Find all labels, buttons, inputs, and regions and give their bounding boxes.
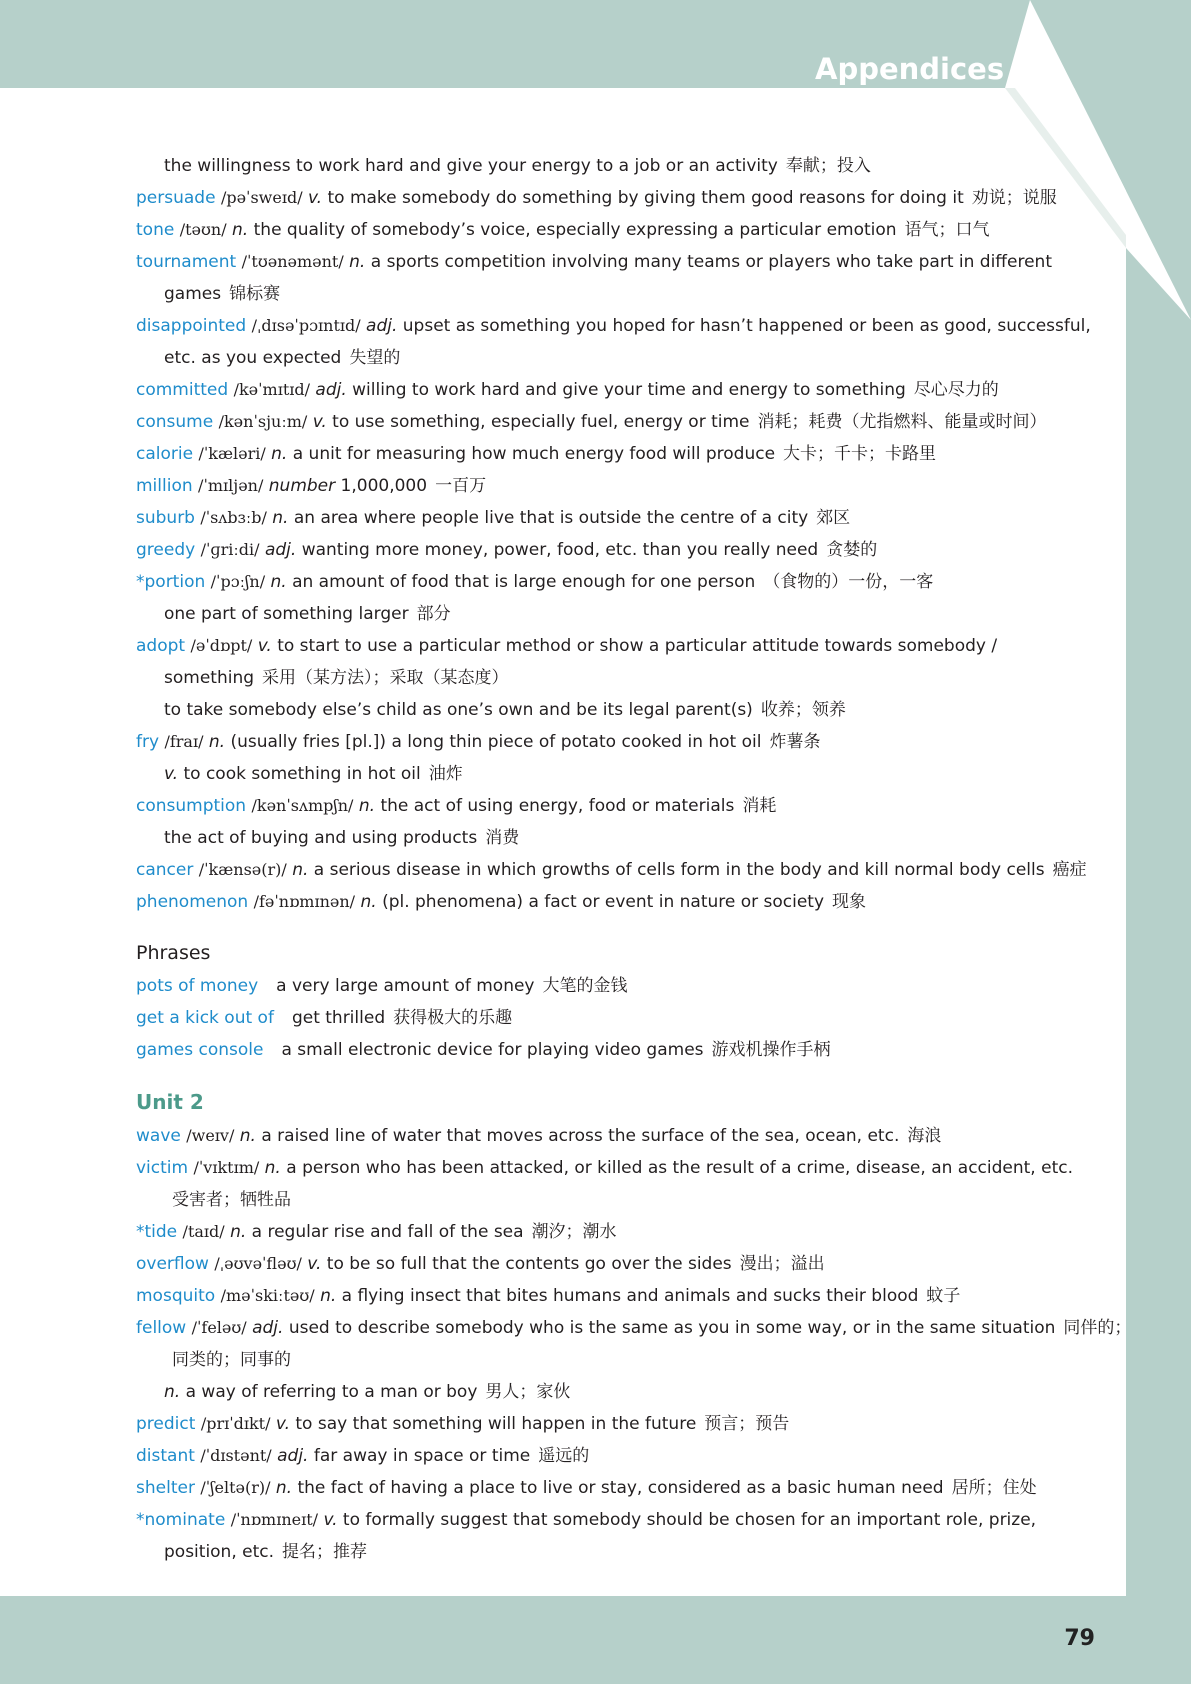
chinese-translation: 消耗 [742,796,777,816]
chinese-translation: 语气；口气 [904,220,990,240]
vocab-entry [136,214,1096,246]
definition: a way of referring to a man or boy [185,1382,478,1402]
part-of-speech: n. [320,1286,337,1306]
chinese-translation: 失望的 [349,348,401,368]
definition: position, etc. [164,1542,275,1562]
part-of-speech: v. [307,1254,322,1274]
chinese-translation: 预言；预告 [704,1414,790,1434]
definition: to formally suggest that somebody should be chosen for an important role, prize, [342,1510,1037,1530]
chinese-translation: 贪婪的 [826,540,878,560]
phonetic: /ˈdɪstənt/ [200,1446,272,1465]
part-of-speech: n. [164,1382,181,1402]
phonetic: /taɪd/ [182,1222,225,1241]
chinese-translation: 油炸 [428,764,463,784]
vocab-entry-continuation [136,150,1096,182]
part-of-speech: n. [270,572,287,592]
headword: persuade [136,188,216,208]
spacer [136,918,1096,936]
headword: million [136,476,193,496]
phrase-term: get a kick out of [136,1008,274,1028]
phonetic: /ˈkænsə(r)/ [198,860,287,879]
chinese-translation: 大笔的金钱 [542,976,628,996]
phrases-list [136,970,1096,1066]
definition: the willingness to work hard and give your energy to a job or an activity [164,156,778,176]
definition: games [164,284,222,304]
phonetic: /ˈkæləri/ [198,444,266,463]
chinese-translation: 劝说；说服 [971,188,1057,208]
headword: calorie [136,444,194,464]
vocab-entry-continuation [136,1376,1096,1408]
phonetic: /ˈvɪktɪm/ [193,1158,260,1177]
definition: a sports competition involving many teams or players who take part in different [370,252,1052,272]
headword: tournament [136,252,237,272]
chinese-translation: 海浪 [907,1126,942,1146]
headword: *tide [136,1222,178,1242]
vocab-entry [136,630,1096,662]
part-of-speech: n. [360,892,377,912]
phonetic: /ˈnɒmɪneɪt/ [230,1510,319,1529]
definition: (usually fries [pl.]) a long thin piece of potato cooked in hot oil [230,732,762,752]
phonetic: /ˈpɔːʃn/ [210,572,266,591]
part-of-speech: n. [275,1478,293,1498]
chinese-translation: 消耗；耗费（尤指燃料、能量或时间） [757,412,1047,432]
definition: etc. as you expected [164,348,342,368]
vocab-entry [136,310,1096,342]
vocab-entry-continuation [136,662,1096,694]
vocab-entry [136,534,1096,566]
phonetic: /ˌdɪsəˈpɔɪntɪd/ [251,316,361,335]
vocab-entry [136,1312,1132,1344]
vocab-entry [136,726,1096,758]
part-of-speech: adj. [252,1318,284,1338]
vocab-entry [136,374,1096,406]
part-of-speech: v. [164,764,179,784]
phonetic: /ˈfeləʊ/ [191,1318,247,1337]
headword: committed [136,380,229,400]
chinese-translation: 漫出；溢出 [739,1254,825,1274]
headword: wave [136,1126,181,1146]
vocab-entry [136,1472,1096,1504]
definition: the fact of having a place to live or stay, considered as a basic human need [297,1478,944,1498]
headword: victim [136,1158,189,1178]
phonetic: /təʊn/ [179,220,227,239]
chinese-translation: 同伴的； [1063,1318,1132,1338]
vocab-entry-continuation [136,598,1096,630]
part-of-speech: n. [264,1158,281,1178]
phonetic: /kənˈsʌmpʃn/ [251,796,354,815]
vocab-entry [136,1280,1096,1312]
part-of-speech: number [268,476,336,496]
definition: the act of using energy, food or materials [380,796,735,816]
part-of-speech: n. [271,444,288,464]
vocab-entry [136,1504,1096,1536]
part-of-speech: v. [307,188,323,208]
vocab-entry [136,1248,1096,1280]
headword: phenomenon [136,892,249,912]
definition: get thrilled [291,1008,386,1028]
spacer [136,1066,1096,1084]
chinese-translation: 尽心尽力的 [913,380,999,400]
definition: a small electronic device for playing video games [281,1040,704,1060]
vocab-entry-continuation [136,342,1096,374]
chinese-translation: 同类的；同事的 [172,1350,291,1370]
chinese-translation: 男人；家伙 [485,1382,571,1402]
phrase-term: pots of money [136,976,259,996]
vocab-entry-continuation [136,822,1096,854]
phrase-entry [136,1034,1096,1066]
chinese-translation: 部分 [416,604,451,624]
headword: fry [136,732,160,752]
vocab-entry [136,1440,1096,1472]
part-of-speech: adj. [277,1446,309,1466]
vocab-entry-continuation [136,1184,1096,1216]
page-number: 79 [1064,1626,1095,1651]
vocab-entry [136,406,1096,438]
part-of-speech: n. [232,220,249,240]
phonetic: /weɪv/ [186,1126,235,1145]
vocab-entry [136,790,1096,822]
unit-heading: Unit 2 [136,1090,204,1114]
phonetic: /ˈɡriːdi/ [200,540,260,559]
part-of-speech: n. [230,1222,247,1242]
chinese-translation: 获得极大的乐趣 [393,1008,513,1028]
chinese-translation: 锦标赛 [229,284,281,304]
headword: suburb [136,508,195,528]
phrase-term: games console [136,1040,264,1060]
chinese-translation: 遥远的 [538,1446,590,1466]
phonetic: /kənˈsjuːm/ [218,412,308,431]
definition: upset as something you hoped for hasn’t happened or been as good, successful, [402,316,1091,336]
headword: shelter [136,1478,195,1498]
headword: mosquito [136,1286,216,1306]
definition: the act of buying and using products [164,828,478,848]
phonetic: /ˈsʌbɜːb/ [200,508,267,527]
definition: 1,000,000 [340,476,428,496]
definition: one part of something larger [164,604,409,624]
part-of-speech: adj. [315,380,347,400]
part-of-speech: v. [323,1510,338,1530]
definition: the quality of somebody’s voice, especially expressing a particular emotion [253,220,897,240]
phonetic: /ˈtʊənəmənt/ [241,252,344,271]
vocab-entry-continuation [136,758,1096,790]
chinese-translation: 蚊子 [926,1286,961,1306]
phonetic: /məˈskiːtəʊ/ [220,1286,315,1305]
part-of-speech: n. [358,796,376,816]
chinese-translation: （食物的）一份，一客 [763,572,934,592]
definition: a unit for measuring how much energy food will produce [292,444,776,464]
headword: fellow [136,1318,187,1338]
vocab-entry [136,1408,1096,1440]
part-of-speech: n. [292,860,309,880]
definition: to take somebody else’s child as one’s own and be its legal parent(s) [164,700,753,720]
chinese-translation: 大卡；千卡；卡路里 [783,444,937,464]
vocab-entry [136,566,1096,598]
part-of-speech: v. [275,1414,290,1434]
definition: to cook something in hot oil [183,764,421,784]
vocab-list-unit2 [136,1120,1132,1568]
part-of-speech: n. [272,508,289,528]
part-of-speech: adj. [264,540,297,560]
definition: a raised line of water that moves across the surface of the sea, ocean, etc. [261,1126,900,1146]
phonetic: /kəˈmɪtɪd/ [233,380,310,399]
definition: (pl. phenomena) a fact or event in nature or society [382,892,825,912]
vocab-entry [136,854,1096,886]
vocab-entry-continuation [136,278,1096,310]
definition: something [164,668,255,688]
definition: to be so full that the contents go over the sides [326,1254,732,1274]
definition: far away in space or time [313,1446,531,1466]
headword: disappointed [136,316,247,336]
phonetic: /prɪˈdɪkt/ [200,1414,271,1433]
vocab-entry-continuation [136,1344,1096,1376]
definition: a very large amount of money [276,976,535,996]
page-header-title: Appendices [815,52,1005,86]
vocab-entry [136,502,1096,534]
definition: willing to work hard and give your time and energy to something [352,380,906,400]
part-of-speech: v. [312,412,327,432]
headword: adopt [136,636,186,656]
phonetic: /pəˈsweɪd/ [220,188,303,207]
phonetic: /ˌəʊvəˈfləʊ/ [214,1254,302,1273]
chinese-translation: 潮汐；潮水 [531,1222,617,1242]
headword: consume [136,412,214,432]
phonetic: /ˈmɪljən/ [198,476,264,495]
vocab-entry [136,886,1096,918]
footer-band [0,1596,1191,1684]
headword: predict [136,1414,196,1434]
definition: a regular rise and fall of the sea [251,1222,524,1242]
part-of-speech: n. [239,1126,256,1146]
vocab-entry [136,1216,1096,1248]
chinese-translation: 居所；住处 [951,1478,1037,1498]
headword: *nominate [136,1510,226,1530]
phonetic: /fraɪ/ [164,732,204,751]
definition: an area where people live that is outside the centre of a city [293,508,809,528]
definition: a flying insect that bites humans and animals and sucks their blood [341,1286,919,1306]
definition: to make somebody do something by giving them good reasons for doing it [327,188,964,208]
vocab-entry-continuation [136,1536,1096,1568]
headword: distant [136,1446,195,1466]
chinese-translation: 一百万 [435,476,487,496]
chinese-translation: 收养；领养 [760,700,846,720]
vocab-list-unit1 [136,150,1096,918]
vocab-entry-continuation [136,694,1096,726]
headword: cancer [136,860,194,880]
definition: an amount of food that is large enough for one person [292,572,756,592]
phrase-entry [136,1002,1096,1034]
vocab-entry [136,1152,1096,1184]
vocab-entry [136,470,1096,502]
definition: a serious disease in which growths of cells form in the body and kill normal body cells [313,860,1045,880]
part-of-speech: n. [208,732,226,752]
part-of-speech: n. [349,252,366,272]
chinese-translation: 采用（某方法）；采取（某态度） [262,668,509,688]
vocab-entry [136,1120,1096,1152]
vocab-entry [136,182,1096,214]
vocab-entry [136,246,1096,278]
chinese-translation: 癌症 [1052,860,1087,880]
phonetic: /ˈʃeltə(r)/ [200,1478,271,1497]
chinese-translation: 游戏机操作手柄 [711,1040,831,1060]
chinese-translation: 现象 [832,892,867,912]
chinese-translation: 奉献；投入 [785,156,871,176]
chinese-translation: 消费 [485,828,520,848]
definition: used to describe somebody who is the same as you in some way, or in the same situation [288,1318,1056,1338]
definition: wanting more money, power, food, etc. than you really need [301,540,819,560]
headword: overflow [136,1254,209,1274]
definition: to use something, especially fuel, energy or time [332,412,750,432]
phonetic: /fəˈnɒmɪnən/ [253,892,356,911]
phrases-heading: Phrases [136,942,211,964]
part-of-speech: v. [257,636,272,656]
chinese-translation: 提名；推荐 [282,1542,368,1562]
vocab-entry [136,438,1096,470]
definition: a person who has been attacked, or killed as the result of a crime, disease, an accident, etc. [286,1158,1073,1178]
headword: consumption [136,796,247,816]
chinese-translation: 受害者；牺牲品 [172,1190,291,1210]
part-of-speech: adj. [366,316,398,336]
definition: to say that something will happen in the future [295,1414,697,1434]
chinese-translation: 郊区 [816,508,851,528]
headword: *portion [136,572,206,592]
chinese-translation: 炸薯条 [769,732,821,752]
headword: tone [136,220,175,240]
phonetic: /əˈdɒpt/ [190,636,253,655]
phrase-entry [136,970,1096,1002]
headword: greedy [136,540,196,560]
glossary-content [136,150,1132,1568]
definition: to start to use a particular method or show a particular attitude towards somebody / [277,636,998,656]
